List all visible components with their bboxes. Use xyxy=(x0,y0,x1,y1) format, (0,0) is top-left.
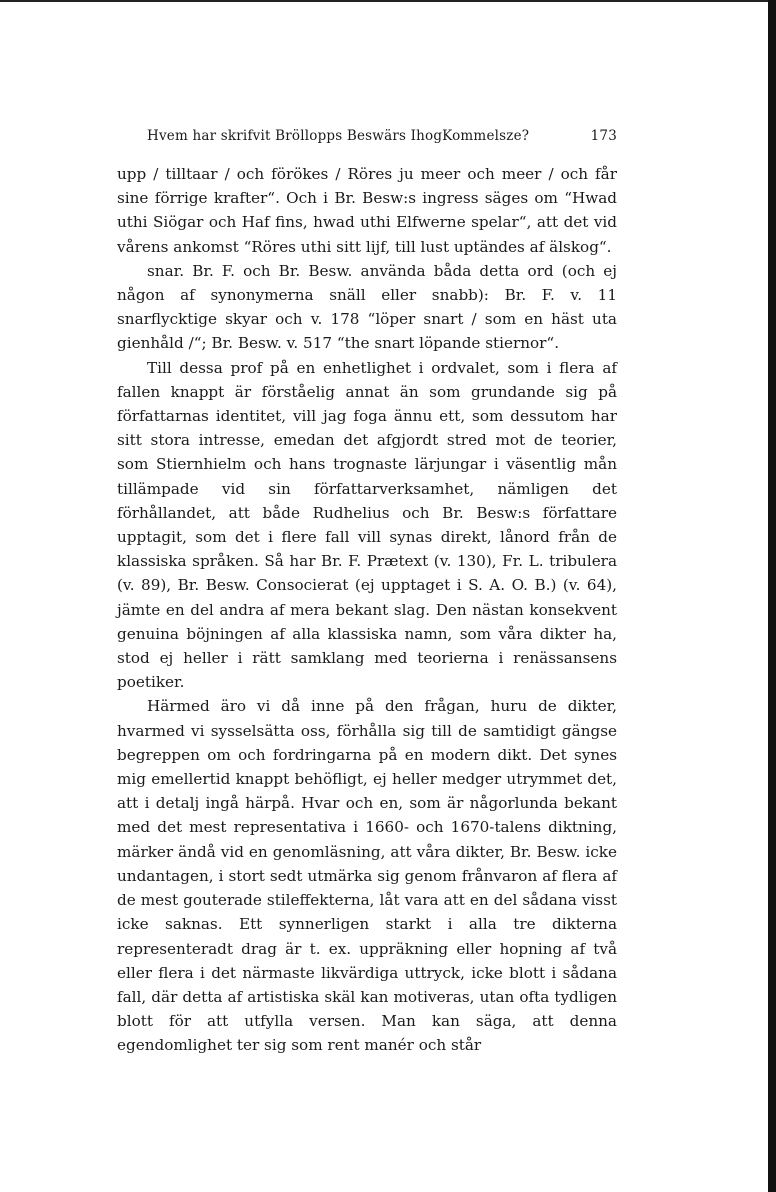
paragraph: Till dessa prof på en enhetlighet i ordvalet, som i flera af fallen knappt är förståelig annat än som grundande sig på författarnas identitet, vill jag foga ännu ett, som dessutom har sitt stora intresse, emedan det afgjordt stred mot de teorier, som Stiernhielm och hans trognaste lärjungar i väsentlig mån tillämpade vid sin författarverksamhet, nämligen det förhållandet, att både Rudhelius och Br. Besw:s författare upptagit, som det i flere fall vill synas direkt, lånord från de klassiska språken. Så har Br. F. Prætext (v. 130), Fr. L. tribulera (v. 89), Br. Besw. Consocierat (ej upptaget i S. A. O. B.) (v. 64), jämte en del andra af mera bekant slag. Den nästan konsekvent genuina böjningen af alla klassiska namn, som våra dikter ha, stod ej heller i rätt samklang med teorierna i renässansens poetiker. xyxy=(117,358,617,692)
running-title: Hvem har skrifvit Bröllopps Beswärs IhogKommelsze? xyxy=(147,128,530,144)
paragraph: snar. Br. F. och Br. Besw. använda båda detta ord (och ej någon af synonymerna snäll eller snabb): Br. F. v. 11 snarflycktige skyar och v. 178 “löper snart / som en häst uta gienhåld /“; Br. Besw. v. 517 “the snart löpande stiernor“. xyxy=(117,261,617,353)
scan-right-edge xyxy=(768,0,776,1192)
scan-top-edge xyxy=(0,0,776,2)
paragraph: Härmed äro vi då inne på den frågan, huru de dikter, hvarmed vi sysselsätta oss, förhålla sig till de samtidigt gängse begreppen om och fordringarna på en modern dikt. Det synes mig emellertid knappt behöfligt, ej heller medger utrymmet det, att i detalj ingå härpå. Hvar och en, som är någorlunda bekant med det mest representativa i 1660- och 1670-talens diktning, märker ändå vid en genomläsning, att våra dikter, Br. Besw. icke undantagen, i stort sedt utmärka sig genom frånvaron af flera af de mest gouterade stileffekterna, låt vara att en del sådana visst icke saknas. Ett synnerligen starkt i alla tre dikterna representeradt drag är t. ex. uppräkning eller hopning af två eller flera i det närmaste likvärdiga uttryck, icke blott i sådana fall, där detta af artistiska skäl kan motiveras, utan ofta tydligen blott för att utfylla versen. Man kan säga, att denna egendomlighet ter sig som rent manér och står xyxy=(117,697,617,1055)
body-text xyxy=(117,162,617,1058)
page-number: 173 xyxy=(590,128,617,144)
book-page xyxy=(117,128,617,1058)
running-head xyxy=(117,128,617,152)
paragraph: upp / tilltaar / och förökes / Röres ju meer och meer / och får sine förrige krafter“. Och i Br. Besw:s ingress säges om “Hwad uthi Siögar och Haf fins, hwad uthi Elfwerne spelar“, att det vid vårens ankomst “Röres uthi sitt lijf, till lust uptändes af älskog“. xyxy=(117,165,617,256)
